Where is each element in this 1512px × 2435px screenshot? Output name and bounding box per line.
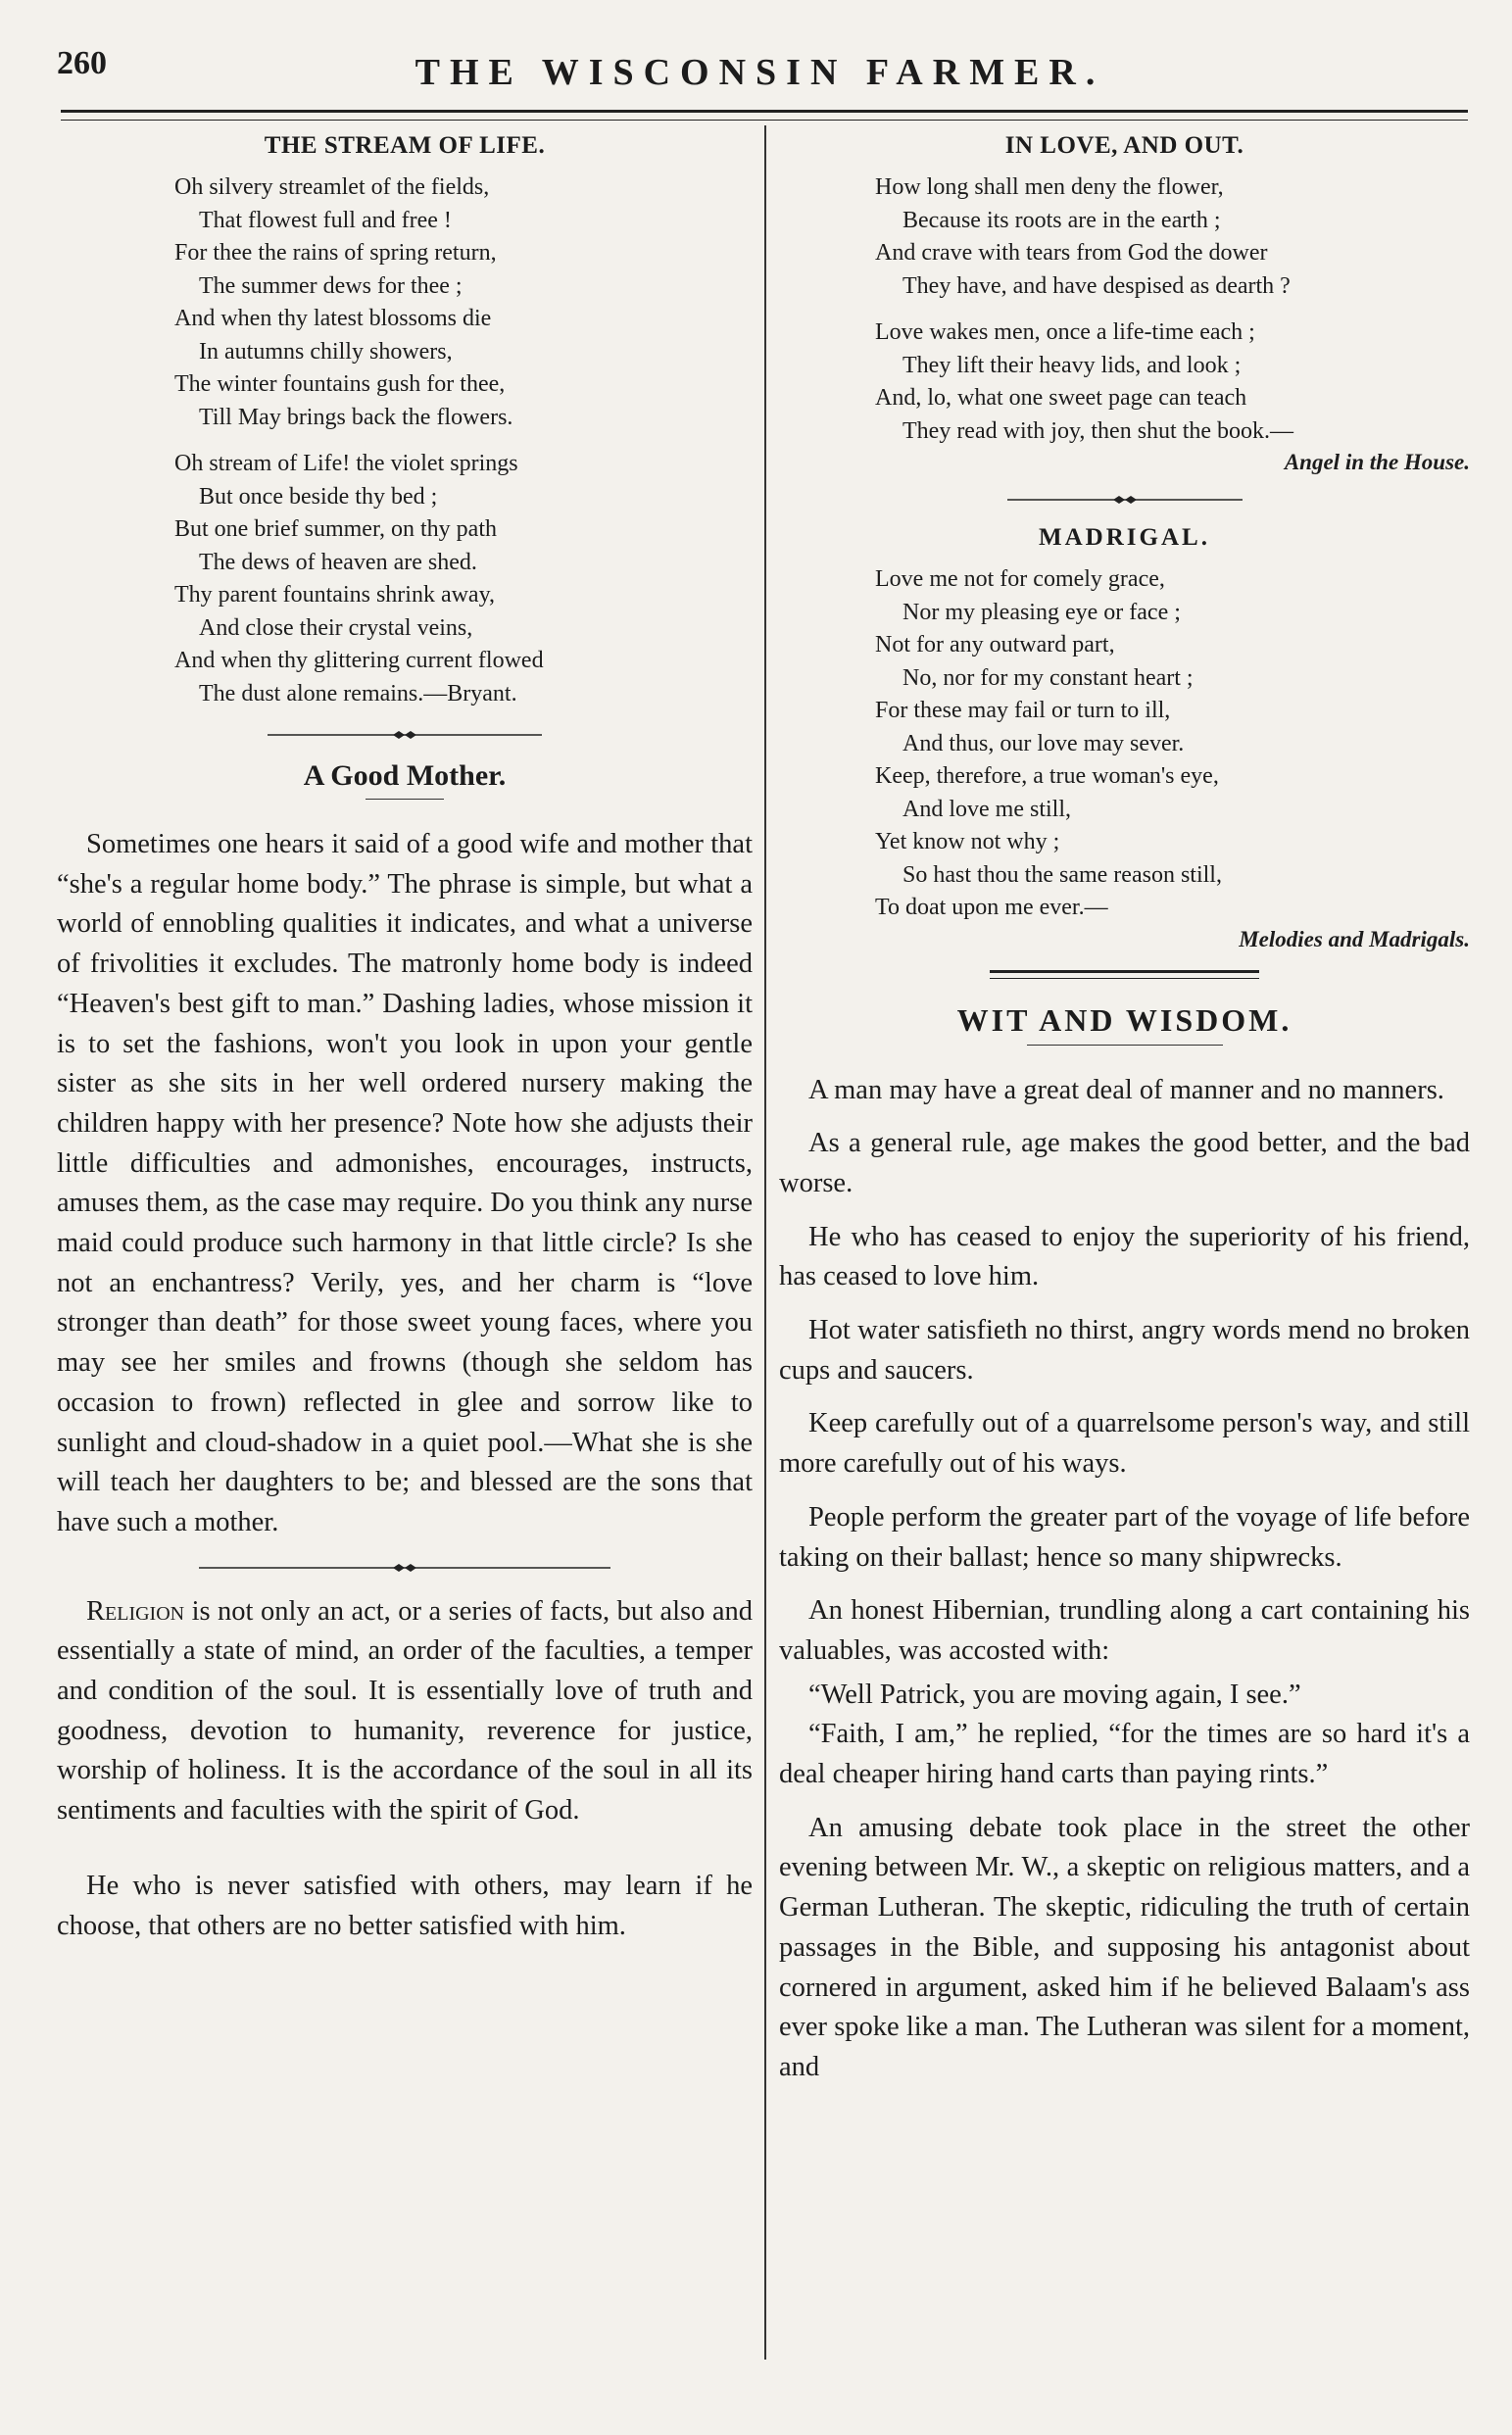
wit-item: An honest Hibernian, trundling along a cart containing his valuables, was accosted with:: [779, 1595, 1470, 1666]
poem-line: They have, and have despised as dearth ?: [902, 272, 1291, 299]
poem-line: Not for any outward part,: [875, 632, 1115, 657]
poem-stanza-2: [57, 448, 753, 710]
poem-line: To doat upon me ever.—: [875, 895, 1108, 920]
poem-line: And close their crystal veins,: [199, 614, 473, 641]
title-underline: [1027, 1045, 1223, 1046]
poem-line: Oh silvery streamlet of the fields,: [174, 174, 490, 200]
poem-line: For thee the rains of spring return,: [174, 240, 497, 266]
poem-line: The summer dews for thee ;: [199, 272, 463, 299]
wit-and-wisdom-list: [779, 1071, 1470, 2088]
poem-line: Love me not for comely grace,: [875, 566, 1165, 592]
poem-title-stream-of-life: THE STREAM OF LIFE.: [264, 132, 546, 159]
page-number: 260: [57, 45, 107, 81]
poem-line: And when thy latest blossoms die: [174, 306, 492, 331]
poem-line: Nor my pleasing eye or face ;: [902, 599, 1181, 625]
poem-line: And crave with tears from God the dower: [875, 240, 1268, 266]
header-rule-thin: [61, 120, 1468, 121]
poem-line: And when thy glittering current flowed: [174, 648, 544, 673]
wit-item: An amusing debate took place in the street the other evening between Mr. W., a skeptic on religious matters, and a German Lutheran. The skeptic, ridiculing the truth of certain passages in the Bible, and supposing his antagonist about cornered in argument, asked him if he believed Balaam's ass ever spoke like a man. The Lutheran was silent for a moment, and: [779, 1812, 1470, 2082]
poem-line: Till May brings back the flowers.: [199, 404, 513, 430]
article-good-mother: Sometimes one hears it said of a good wife and mother that “she's a regular home body.” The phrase is simple, but what a world of ennobling qualities it indicates, and what a universe of frivolities it excludes. The matronly home body is indeed “Heaven's best gift to man.” Dashing ladies, whose mission it is to set the fashions, won't you look in upon your gentle sister as she sits in her well ordered nursery making the children happy with her presence? Note how she adjusts their little difficulties and admonishes, encourages, instructs, amuses them, as the case may require. Do you think any nurse maid could produce such harmony in that little circle? Is she not an enchantress? Verily, yes, and her charm is “love stronger than death” for those sweet young faces, where you may see her smiles and frowns (though she seldom has occasion to frown) reflected in glee and sorrow like to sunlight and cloud-shadow in a quiet pool.—What she is she will teach her daughters to be; and blessed are the sons that have such a mother.: [57, 829, 753, 1537]
poem-stanza-1: [779, 171, 1470, 303]
wit-item: “Well Patrick, you are moving again, I see.”: [808, 1679, 1301, 1710]
poem-line: In autumns chilly showers,: [199, 338, 453, 365]
poem-line: That flowest full and free !: [199, 207, 452, 233]
double-rule-divider: [990, 970, 1259, 979]
lead-word: Religion: [86, 1595, 185, 1627]
section-title-good-mother: A Good Mother.: [303, 759, 507, 792]
left-column: [57, 132, 753, 1960]
poem-stanza-2: [779, 317, 1470, 448]
wit-item: He who has ceased to enjoy the superiority of his friend, has ceased to love him.: [779, 1221, 1470, 1292]
poem-line: Keep, therefore, a true woman's eye,: [875, 763, 1219, 789]
poem-line: They lift their heavy lids, and look ;: [902, 352, 1242, 378]
poem-line: But once beside thy bed ;: [199, 483, 438, 510]
poem-line: Oh stream of Life! the violet springs: [174, 451, 518, 476]
section-title-wit-and-wisdom: WIT AND WISDOM.: [956, 1001, 1293, 1038]
poem-line: The winter fountains gush for thee,: [174, 371, 506, 397]
ornament-divider: [268, 728, 542, 742]
poem-stanza-1: [57, 171, 753, 434]
poem-line: And love me still,: [902, 796, 1071, 822]
article-religion: [57, 1592, 753, 1831]
poem-attribution: Angel in the House.: [1284, 450, 1470, 474]
poem-line: So hast thou the same reason still,: [902, 861, 1222, 888]
poem-line: Love wakes men, once a life-time each ;: [875, 319, 1255, 345]
poem-line: The dust alone remains.—Bryant.: [199, 680, 517, 706]
poem-line: And thus, our love may sever.: [902, 730, 1185, 756]
ornament-divider: [199, 1561, 610, 1575]
wit-item: A man may have a great deal of manner and no manners.: [808, 1074, 1444, 1105]
page-header: [57, 37, 1463, 96]
title-underline: [366, 799, 444, 800]
wit-item: “Faith, I am,” he replied, “for the times are so hard it's a deal cheaper hiring hand carts than paying rints.”: [779, 1719, 1470, 1790]
poem-line: For these may fail or turn to ill,: [875, 698, 1171, 723]
poem-line: They read with joy, then shut the book.—: [902, 417, 1294, 444]
poem-line: Thy parent fountains shrink away,: [174, 582, 496, 608]
poem-line: Yet know not why ;: [875, 829, 1060, 854]
poem-line: Because its roots are in the earth ;: [902, 207, 1221, 233]
poem-title-in-love-and-out: IN LOVE, AND OUT.: [1004, 132, 1244, 159]
poem-line: The dews of heaven are shed.: [199, 549, 477, 575]
poem-madrigal: [779, 563, 1470, 925]
ornament-divider: [1007, 493, 1243, 507]
right-column: [779, 132, 1470, 2102]
poem-line: No, nor for my constant heart ;: [902, 664, 1194, 691]
article-satisfied: He who is never satisfied with others, may learn if he choose, that others are no better satisfied with him.: [57, 1870, 753, 1941]
column-divider: [764, 125, 766, 2360]
article-religion-text: is not only an act, or a series of facts, but also and essentially a state of mind, an order of the faculties, a temper and condition of the soul. It is essentially love of truth and goodness, devotion to humanity, reverence for justice, worship of holiness. It is the accordance of the soul in all its sentiments and faculties with the spirit of God.: [57, 1595, 753, 1826]
poem-title-madrigal: MADRIGAL.: [1039, 524, 1210, 551]
wit-item: Hot water satisfieth no thirst, angry words mend no broken cups and saucers.: [779, 1315, 1470, 1386]
poem-line: How long shall men deny the flower,: [875, 174, 1224, 200]
poem-line: And, lo, what one sweet page can teach: [875, 385, 1247, 411]
poem-attribution: Melodies and Madrigals.: [1239, 926, 1470, 951]
poem-line: But one brief summer, on thy path: [174, 516, 497, 542]
wit-item: People perform the greater part of the voyage of life before taking on their ballast; hence so many shipwrecks.: [779, 1501, 1470, 1573]
wit-item: Keep carefully out of a quarrelsome person's way, and still more carefully out of his ways.: [779, 1408, 1470, 1480]
journal-title: THE WISCONSIN FARMER.: [415, 52, 1105, 93]
header-rule-thick: [61, 110, 1468, 113]
wit-item: As a general rule, age makes the good better, and the bad worse.: [779, 1128, 1470, 1198]
